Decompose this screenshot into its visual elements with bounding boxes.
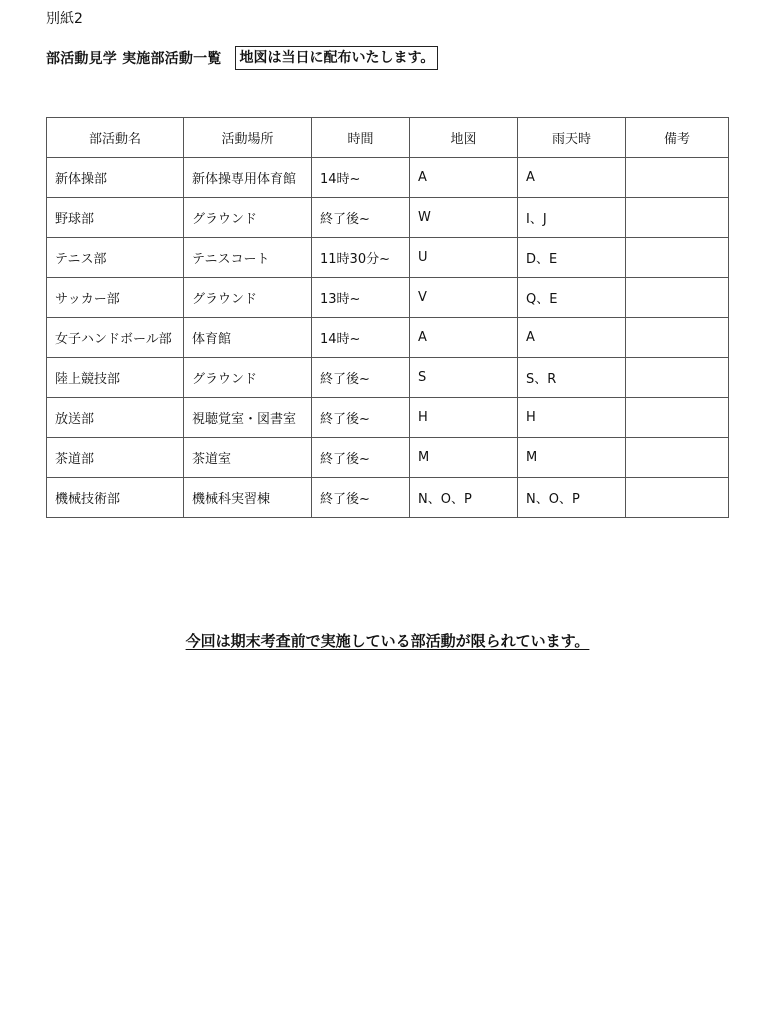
table-row — [47, 358, 729, 398]
cell-club-name: 陸上競技部 — [47, 358, 184, 398]
table-row — [47, 198, 729, 238]
cell-rainy-day: I、J — [518, 198, 626, 238]
table-row — [47, 478, 729, 518]
cell-map: M — [410, 438, 518, 478]
cell-rainy-day: A — [518, 318, 626, 358]
cell-rainy-day: D、E — [518, 238, 626, 278]
cell-map: H — [410, 398, 518, 438]
header-map: 地図 — [410, 118, 518, 158]
cell-time: 終了後~ — [312, 198, 410, 238]
cell-time: 終了後~ — [312, 358, 410, 398]
cell-map: S — [410, 358, 518, 398]
cell-rainy-day: A — [518, 158, 626, 198]
cell-location: グラウンド — [184, 278, 312, 318]
table-row — [47, 158, 729, 198]
cell-club-name: 女子ハンドボール部 — [47, 318, 184, 358]
header-remarks: 備考 — [626, 118, 729, 158]
cell-time: 終了後~ — [312, 438, 410, 478]
map-notice-box: 地図は当日に配布いたします。 — [235, 46, 438, 70]
limited-activities-notice — [0, 630, 775, 651]
cell-location: 茶道室 — [184, 438, 312, 478]
cell-map: A — [410, 158, 518, 198]
header-location: 活動場所 — [184, 118, 312, 158]
cell-location: グラウンド — [184, 358, 312, 398]
cell-location: 機械科実習棟 — [184, 478, 312, 518]
cell-location: テニスコート — [184, 238, 312, 278]
header-time: 時間 — [312, 118, 410, 158]
cell-time: 14時~ — [312, 318, 410, 358]
table-row — [47, 318, 729, 358]
cell-rainy-day: Q、E — [518, 278, 626, 318]
cell-remarks — [626, 438, 729, 478]
table-row — [47, 278, 729, 318]
cell-club-name: 新体操部 — [47, 158, 184, 198]
table-row — [47, 438, 729, 478]
cell-time: 終了後~ — [312, 398, 410, 438]
cell-rainy-day: N、O、P — [518, 478, 626, 518]
cell-location: 視聴覚室・図書室 — [184, 398, 312, 438]
cell-remarks — [626, 398, 729, 438]
cell-rainy-day: M — [518, 438, 626, 478]
cell-rainy-day: S、R — [518, 358, 626, 398]
club-activity-table — [46, 117, 729, 518]
header-club-name: 部活動名 — [47, 118, 184, 158]
cell-remarks — [626, 278, 729, 318]
header-rainy-day: 雨天時 — [518, 118, 626, 158]
table-row — [47, 238, 729, 278]
cell-club-name: サッカー部 — [47, 278, 184, 318]
cell-remarks — [626, 478, 729, 518]
heading-row — [46, 46, 438, 70]
cell-time: 13時~ — [312, 278, 410, 318]
cell-remarks — [626, 158, 729, 198]
cell-time: 11時30分~ — [312, 238, 410, 278]
notice-text: 今回は期末考査前で実施している部活動が限られています。 — [185, 632, 590, 650]
cell-location: 新体操専用体育館 — [184, 158, 312, 198]
document-title: 部活動見学 実施部活動一覧 — [46, 51, 222, 67]
table-row — [47, 398, 729, 438]
cell-remarks — [626, 238, 729, 278]
cell-map: U — [410, 238, 518, 278]
cell-club-name: 茶道部 — [47, 438, 184, 478]
attachment-label: 別紙2 — [46, 11, 83, 27]
cell-remarks — [626, 358, 729, 398]
cell-remarks — [626, 198, 729, 238]
cell-location: 体育館 — [184, 318, 312, 358]
cell-time: 14時~ — [312, 158, 410, 198]
cell-map: W — [410, 198, 518, 238]
cell-map: A — [410, 318, 518, 358]
cell-time: 終了後~ — [312, 478, 410, 518]
cell-club-name: 野球部 — [47, 198, 184, 238]
cell-map: V — [410, 278, 518, 318]
cell-rainy-day: H — [518, 398, 626, 438]
cell-club-name: 放送部 — [47, 398, 184, 438]
cell-location: グラウンド — [184, 198, 312, 238]
cell-club-name: 機械技術部 — [47, 478, 184, 518]
cell-map: N、O、P — [410, 478, 518, 518]
table-header-row — [47, 118, 729, 158]
cell-club-name: テニス部 — [47, 238, 184, 278]
cell-remarks — [626, 318, 729, 358]
